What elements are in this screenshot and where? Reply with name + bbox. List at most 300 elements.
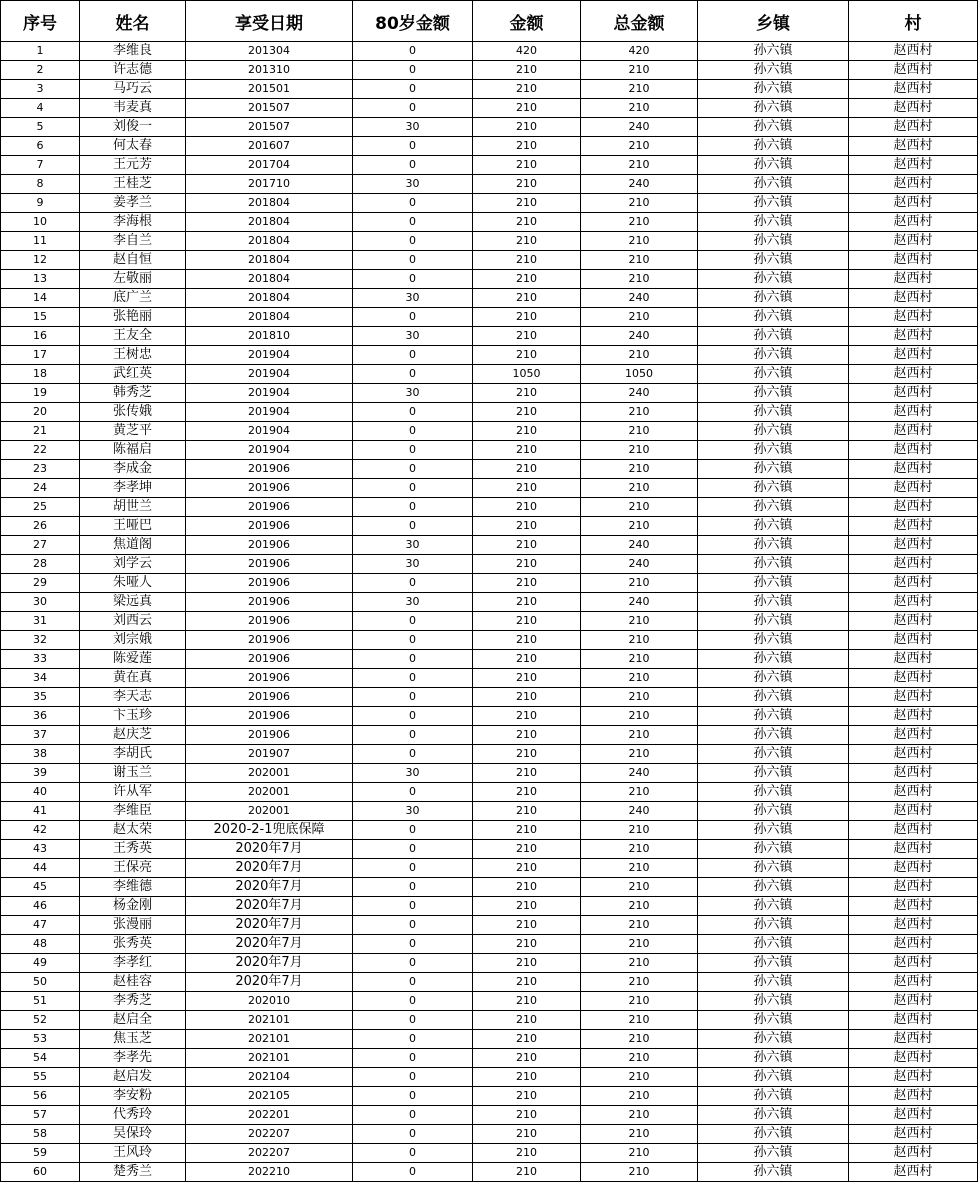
cell-village: 赵西村	[849, 346, 978, 365]
table-row	[1, 232, 978, 251]
cell-amount: 210	[473, 422, 581, 441]
cell-age80-amount: 0	[353, 1068, 473, 1087]
table-row	[1, 498, 978, 517]
table-row	[1, 308, 978, 327]
cell-index: 20	[1, 403, 80, 422]
table-row	[1, 973, 978, 992]
cell-village: 赵西村	[849, 840, 978, 859]
table-row	[1, 1068, 978, 1087]
cell-village: 赵西村	[849, 156, 978, 175]
table-row	[1, 441, 978, 460]
cell-start-date: 201906	[186, 574, 353, 593]
cell-total-amount: 210	[581, 669, 698, 688]
cell-amount: 210	[473, 1011, 581, 1030]
cell-age80-amount: 0	[353, 194, 473, 213]
cell-amount: 210	[473, 327, 581, 346]
cell-name: 张漫丽	[80, 916, 186, 935]
cell-amount: 210	[473, 536, 581, 555]
cell-name: 卞玉珍	[80, 707, 186, 726]
cell-township: 孙六镇	[698, 897, 849, 916]
cell-township: 孙六镇	[698, 973, 849, 992]
table-row	[1, 251, 978, 270]
cell-amount: 210	[473, 251, 581, 270]
cell-age80-amount: 0	[353, 517, 473, 536]
cell-index: 41	[1, 802, 80, 821]
cell-age80-amount: 30	[353, 175, 473, 194]
cell-amount: 210	[473, 954, 581, 973]
cell-name: 焦道阁	[80, 536, 186, 555]
cell-name: 王元芳	[80, 156, 186, 175]
cell-start-date: 201507	[186, 99, 353, 118]
cell-township: 孙六镇	[698, 1125, 849, 1144]
cell-name: 姜孝兰	[80, 194, 186, 213]
cell-township: 孙六镇	[698, 555, 849, 574]
cell-age80-amount: 0	[353, 441, 473, 460]
cell-township: 孙六镇	[698, 270, 849, 289]
cell-amount: 210	[473, 1163, 581, 1182]
cell-name: 赵自恒	[80, 251, 186, 270]
header-name: 姓名	[80, 1, 186, 42]
cell-amount: 210	[473, 992, 581, 1011]
cell-index: 21	[1, 422, 80, 441]
cell-start-date: 201906	[186, 555, 353, 574]
cell-age80-amount: 30	[353, 327, 473, 346]
cell-start-date: 2020年7月	[186, 859, 353, 878]
cell-name: 李维良	[80, 42, 186, 61]
cell-amount: 210	[473, 346, 581, 365]
cell-age80-amount: 0	[353, 42, 473, 61]
cell-start-date: 201906	[186, 669, 353, 688]
cell-township: 孙六镇	[698, 99, 849, 118]
cell-township: 孙六镇	[698, 118, 849, 137]
cell-township: 孙六镇	[698, 1144, 849, 1163]
cell-start-date: 201904	[186, 346, 353, 365]
cell-amount: 1050	[473, 365, 581, 384]
cell-index: 2	[1, 61, 80, 80]
cell-total-amount: 210	[581, 707, 698, 726]
cell-amount: 210	[473, 650, 581, 669]
cell-total-amount: 240	[581, 118, 698, 137]
table-row	[1, 80, 978, 99]
cell-name: 梁远真	[80, 593, 186, 612]
cell-township: 孙六镇	[698, 707, 849, 726]
cell-index: 50	[1, 973, 80, 992]
cell-index: 6	[1, 137, 80, 156]
cell-start-date: 201804	[186, 232, 353, 251]
cell-total-amount: 210	[581, 232, 698, 251]
cell-amount: 210	[473, 783, 581, 802]
cell-amount: 210	[473, 1106, 581, 1125]
cell-start-date: 201710	[186, 175, 353, 194]
cell-index: 40	[1, 783, 80, 802]
cell-start-date: 202101	[186, 1049, 353, 1068]
cell-total-amount: 210	[581, 973, 698, 992]
cell-township: 孙六镇	[698, 745, 849, 764]
cell-township: 孙六镇	[698, 631, 849, 650]
table-row	[1, 726, 978, 745]
cell-index: 22	[1, 441, 80, 460]
cell-index: 58	[1, 1125, 80, 1144]
cell-village: 赵西村	[849, 61, 978, 80]
cell-age80-amount: 30	[353, 802, 473, 821]
cell-amount: 210	[473, 289, 581, 308]
cell-index: 43	[1, 840, 80, 859]
cell-total-amount: 210	[581, 99, 698, 118]
cell-name: 代秀玲	[80, 1106, 186, 1125]
cell-total-amount: 210	[581, 1049, 698, 1068]
cell-village: 赵西村	[849, 593, 978, 612]
cell-village: 赵西村	[849, 745, 978, 764]
table-row	[1, 593, 978, 612]
cell-start-date: 201607	[186, 137, 353, 156]
cell-village: 赵西村	[849, 764, 978, 783]
cell-start-date: 201804	[186, 251, 353, 270]
cell-age80-amount: 0	[353, 80, 473, 99]
cell-age80-amount: 0	[353, 897, 473, 916]
cell-amount: 210	[473, 916, 581, 935]
cell-township: 孙六镇	[698, 441, 849, 460]
cell-start-date: 201810	[186, 327, 353, 346]
cell-village: 赵西村	[849, 1068, 978, 1087]
cell-age80-amount: 0	[353, 1125, 473, 1144]
table-row	[1, 1106, 978, 1125]
cell-name: 刘俊一	[80, 118, 186, 137]
cell-amount: 210	[473, 707, 581, 726]
cell-name: 赵启发	[80, 1068, 186, 1087]
cell-village: 赵西村	[849, 1049, 978, 1068]
cell-village: 赵西村	[849, 441, 978, 460]
cell-age80-amount: 0	[353, 61, 473, 80]
cell-total-amount: 210	[581, 935, 698, 954]
table-row	[1, 745, 978, 764]
cell-start-date: 201907	[186, 745, 353, 764]
cell-township: 孙六镇	[698, 251, 849, 270]
cell-township: 孙六镇	[698, 498, 849, 517]
cell-village: 赵西村	[849, 555, 978, 574]
cell-township: 孙六镇	[698, 593, 849, 612]
cell-amount: 210	[473, 270, 581, 289]
cell-name: 李安粉	[80, 1087, 186, 1106]
cell-township: 孙六镇	[698, 194, 849, 213]
cell-township: 孙六镇	[698, 422, 849, 441]
cell-name: 李孝红	[80, 954, 186, 973]
cell-township: 孙六镇	[698, 1106, 849, 1125]
cell-total-amount: 210	[581, 859, 698, 878]
cell-start-date: 202010	[186, 992, 353, 1011]
table-row	[1, 669, 978, 688]
cell-amount: 210	[473, 1030, 581, 1049]
cell-index: 46	[1, 897, 80, 916]
cell-village: 赵西村	[849, 213, 978, 232]
cell-age80-amount: 30	[353, 536, 473, 555]
table-row	[1, 992, 978, 1011]
cell-start-date: 201904	[186, 384, 353, 403]
cell-amount: 210	[473, 460, 581, 479]
cell-total-amount: 240	[581, 536, 698, 555]
cell-start-date: 201704	[186, 156, 353, 175]
cell-township: 孙六镇	[698, 954, 849, 973]
cell-age80-amount: 30	[353, 384, 473, 403]
cell-index: 15	[1, 308, 80, 327]
cell-start-date: 202201	[186, 1106, 353, 1125]
cell-total-amount: 210	[581, 346, 698, 365]
cell-index: 60	[1, 1163, 80, 1182]
table-body	[1, 42, 978, 1182]
cell-village: 赵西村	[849, 403, 978, 422]
cell-amount: 210	[473, 574, 581, 593]
table-row	[1, 555, 978, 574]
cell-amount: 210	[473, 1087, 581, 1106]
cell-township: 孙六镇	[698, 460, 849, 479]
table-row	[1, 175, 978, 194]
table-row	[1, 1011, 978, 1030]
cell-village: 赵西村	[849, 992, 978, 1011]
table-row	[1, 821, 978, 840]
cell-township: 孙六镇	[698, 935, 849, 954]
cell-index: 8	[1, 175, 80, 194]
cell-village: 赵西村	[849, 1011, 978, 1030]
cell-township: 孙六镇	[698, 346, 849, 365]
cell-village: 赵西村	[849, 574, 978, 593]
cell-name: 赵启全	[80, 1011, 186, 1030]
cell-age80-amount: 0	[353, 1087, 473, 1106]
cell-start-date: 201906	[186, 650, 353, 669]
cell-age80-amount: 0	[353, 251, 473, 270]
cell-village: 赵西村	[849, 137, 978, 156]
cell-name: 刘西云	[80, 612, 186, 631]
cell-age80-amount: 30	[353, 764, 473, 783]
cell-age80-amount: 0	[353, 878, 473, 897]
cell-total-amount: 210	[581, 194, 698, 213]
cell-amount: 210	[473, 878, 581, 897]
cell-start-date: 202001	[186, 764, 353, 783]
cell-index: 57	[1, 1106, 80, 1125]
cell-age80-amount: 0	[353, 631, 473, 650]
table-row	[1, 403, 978, 422]
cell-age80-amount: 30	[353, 118, 473, 137]
cell-township: 孙六镇	[698, 536, 849, 555]
cell-township: 孙六镇	[698, 764, 849, 783]
cell-index: 5	[1, 118, 80, 137]
header-amount: 金额	[473, 1, 581, 42]
table-row	[1, 688, 978, 707]
cell-index: 26	[1, 517, 80, 536]
table-row	[1, 764, 978, 783]
cell-index: 14	[1, 289, 80, 308]
cell-total-amount: 210	[581, 270, 698, 289]
cell-name: 谢玉兰	[80, 764, 186, 783]
cell-start-date: 201804	[186, 213, 353, 232]
cell-start-date: 2020年7月	[186, 897, 353, 916]
cell-name: 许从军	[80, 783, 186, 802]
cell-village: 赵西村	[849, 327, 978, 346]
cell-amount: 210	[473, 1049, 581, 1068]
cell-start-date: 202207	[186, 1125, 353, 1144]
cell-township: 孙六镇	[698, 479, 849, 498]
cell-start-date: 201904	[186, 422, 353, 441]
header-total-amount: 总金额	[581, 1, 698, 42]
cell-name: 武红英	[80, 365, 186, 384]
cell-start-date: 202105	[186, 1087, 353, 1106]
cell-name: 王保亮	[80, 859, 186, 878]
cell-age80-amount: 0	[353, 1163, 473, 1182]
cell-amount: 210	[473, 612, 581, 631]
cell-age80-amount: 0	[353, 213, 473, 232]
cell-start-date: 2020年7月	[186, 973, 353, 992]
table-row	[1, 346, 978, 365]
cell-index: 18	[1, 365, 80, 384]
cell-index: 27	[1, 536, 80, 555]
cell-village: 赵西村	[849, 1030, 978, 1049]
cell-name: 刘宗娥	[80, 631, 186, 650]
cell-age80-amount: 0	[353, 156, 473, 175]
cell-township: 孙六镇	[698, 175, 849, 194]
cell-amount: 210	[473, 688, 581, 707]
cell-index: 31	[1, 612, 80, 631]
cell-start-date: 202101	[186, 1011, 353, 1030]
cell-township: 孙六镇	[698, 878, 849, 897]
cell-village: 赵西村	[849, 1087, 978, 1106]
cell-township: 孙六镇	[698, 574, 849, 593]
cell-total-amount: 210	[581, 1163, 698, 1182]
cell-total-amount: 240	[581, 593, 698, 612]
cell-village: 赵西村	[849, 802, 978, 821]
cell-amount: 210	[473, 194, 581, 213]
cell-name: 张艳丽	[80, 308, 186, 327]
cell-township: 孙六镇	[698, 384, 849, 403]
cell-total-amount: 240	[581, 327, 698, 346]
cell-total-amount: 210	[581, 156, 698, 175]
cell-name: 黄芝平	[80, 422, 186, 441]
cell-village: 赵西村	[849, 42, 978, 61]
cell-amount: 210	[473, 1125, 581, 1144]
cell-index: 55	[1, 1068, 80, 1087]
cell-start-date: 202207	[186, 1144, 353, 1163]
cell-total-amount: 420	[581, 42, 698, 61]
cell-amount: 210	[473, 156, 581, 175]
cell-total-amount: 210	[581, 460, 698, 479]
cell-amount: 210	[473, 935, 581, 954]
cell-township: 孙六镇	[698, 1049, 849, 1068]
cell-index: 3	[1, 80, 80, 99]
cell-village: 赵西村	[849, 631, 978, 650]
cell-start-date: 201906	[186, 517, 353, 536]
cell-township: 孙六镇	[698, 42, 849, 61]
cell-total-amount: 210	[581, 1011, 698, 1030]
cell-village: 赵西村	[849, 536, 978, 555]
cell-name: 韦麦真	[80, 99, 186, 118]
cell-township: 孙六镇	[698, 688, 849, 707]
cell-start-date: 201906	[186, 612, 353, 631]
table-row	[1, 935, 978, 954]
cell-village: 赵西村	[849, 650, 978, 669]
cell-age80-amount: 0	[353, 688, 473, 707]
cell-township: 孙六镇	[698, 1163, 849, 1182]
cell-index: 42	[1, 821, 80, 840]
cell-village: 赵西村	[849, 1163, 978, 1182]
table-row	[1, 327, 978, 346]
cell-name: 李孝坤	[80, 479, 186, 498]
cell-start-date: 202104	[186, 1068, 353, 1087]
cell-village: 赵西村	[849, 954, 978, 973]
table-row	[1, 61, 978, 80]
cell-start-date: 202001	[186, 802, 353, 821]
cell-index: 34	[1, 669, 80, 688]
cell-name: 胡世兰	[80, 498, 186, 517]
table-row	[1, 650, 978, 669]
cell-total-amount: 210	[581, 688, 698, 707]
cell-village: 赵西村	[849, 289, 978, 308]
cell-village: 赵西村	[849, 80, 978, 99]
cell-total-amount: 240	[581, 175, 698, 194]
cell-start-date: 201906	[186, 631, 353, 650]
cell-amount: 210	[473, 498, 581, 517]
cell-township: 孙六镇	[698, 1030, 849, 1049]
cell-township: 孙六镇	[698, 783, 849, 802]
cell-index: 28	[1, 555, 80, 574]
cell-amount: 210	[473, 593, 581, 612]
cell-age80-amount: 0	[353, 308, 473, 327]
cell-index: 37	[1, 726, 80, 745]
cell-amount: 210	[473, 213, 581, 232]
cell-age80-amount: 0	[353, 460, 473, 479]
cell-index: 32	[1, 631, 80, 650]
cell-village: 赵西村	[849, 973, 978, 992]
table-header	[1, 1, 978, 42]
cell-start-date: 201906	[186, 688, 353, 707]
table-row	[1, 878, 978, 897]
cell-village: 赵西村	[849, 707, 978, 726]
table-row	[1, 574, 978, 593]
cell-township: 孙六镇	[698, 327, 849, 346]
cell-name: 王风玲	[80, 1144, 186, 1163]
cell-index: 44	[1, 859, 80, 878]
cell-age80-amount: 0	[353, 783, 473, 802]
cell-name: 赵太荣	[80, 821, 186, 840]
table-row	[1, 479, 978, 498]
cell-name: 底广兰	[80, 289, 186, 308]
cell-name: 左敬丽	[80, 270, 186, 289]
cell-township: 孙六镇	[698, 669, 849, 688]
table-row	[1, 289, 978, 308]
cell-start-date: 201501	[186, 80, 353, 99]
cell-age80-amount: 0	[353, 916, 473, 935]
cell-index: 19	[1, 384, 80, 403]
cell-index: 45	[1, 878, 80, 897]
cell-total-amount: 210	[581, 61, 698, 80]
cell-township: 孙六镇	[698, 821, 849, 840]
table-row	[1, 707, 978, 726]
table-row	[1, 42, 978, 61]
cell-index: 4	[1, 99, 80, 118]
table-row	[1, 954, 978, 973]
cell-age80-amount: 30	[353, 593, 473, 612]
cell-age80-amount: 0	[353, 650, 473, 669]
cell-start-date: 2020年7月	[186, 954, 353, 973]
cell-village: 赵西村	[849, 726, 978, 745]
cell-township: 孙六镇	[698, 1087, 849, 1106]
cell-start-date: 2020年7月	[186, 840, 353, 859]
cell-age80-amount: 0	[353, 403, 473, 422]
cell-amount: 210	[473, 403, 581, 422]
cell-village: 赵西村	[849, 460, 978, 479]
cell-start-date: 201906	[186, 726, 353, 745]
cell-start-date: 201804	[186, 194, 353, 213]
cell-amount: 210	[473, 745, 581, 764]
cell-village: 赵西村	[849, 821, 978, 840]
cell-age80-amount: 30	[353, 289, 473, 308]
cell-name: 李胡氏	[80, 745, 186, 764]
